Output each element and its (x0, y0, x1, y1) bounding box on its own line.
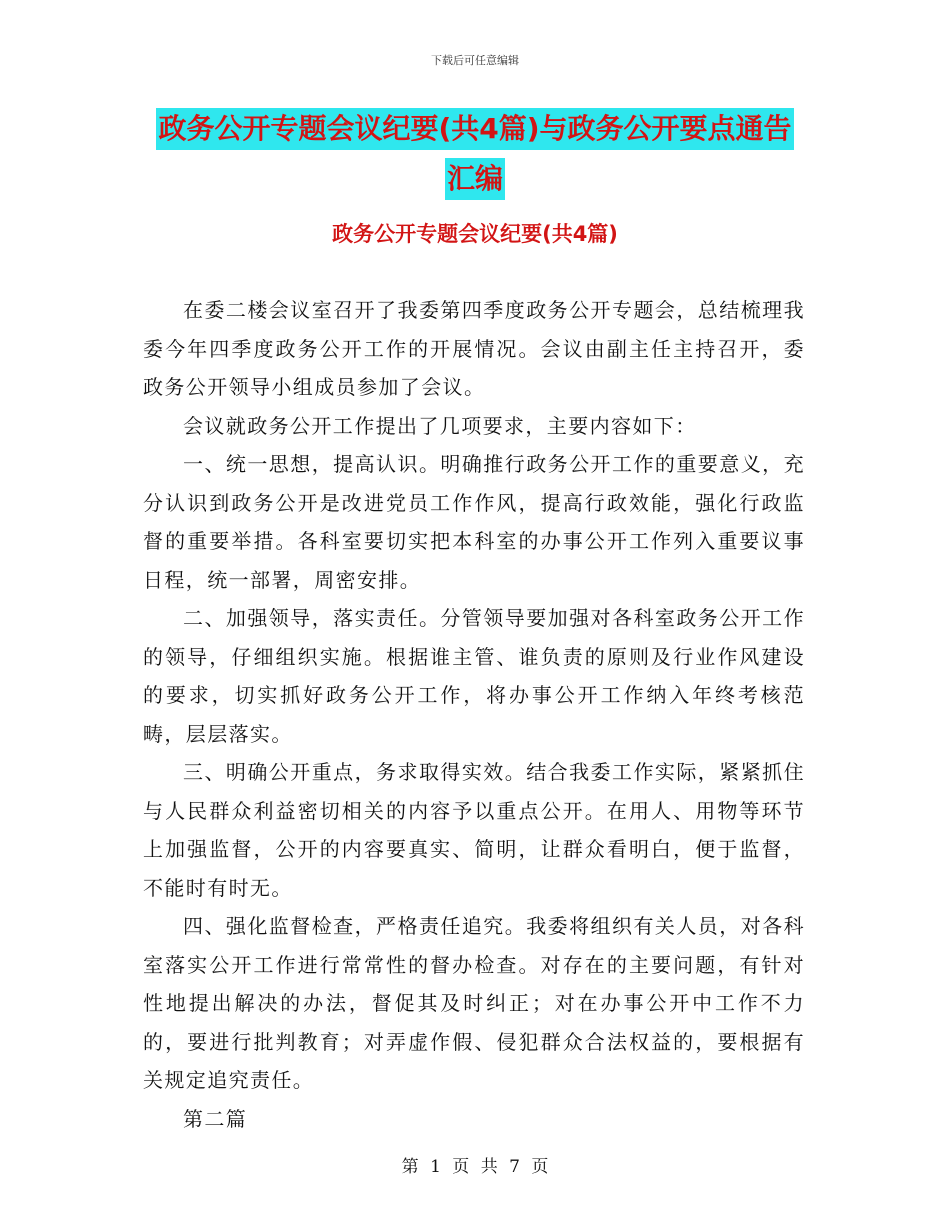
title-line-2: 汇编 (445, 158, 505, 200)
section-heading: 第二篇 (183, 1106, 248, 1131)
section-subtitle: 政务公开专题会议纪要(共4篇) (332, 222, 618, 246)
paragraph: 在委二楼会议室召开了我委第四季度政务公开专题会，总结梳理我委今年四季度政务公开工作的开展情况。会议由副主任主持召开，委政务公开领导小组成员参加了会议。 (143, 298, 805, 399)
title-line-1: 政务公开专题会议纪要(共4篇)与政务公开要点通告 (156, 108, 793, 150)
header-note: 下载后可任意编辑 (431, 54, 519, 67)
page-footer: 第 1 页 共 7 页 (401, 1157, 549, 1177)
paragraph: 三、明确公开重点，务求取得实效。结合我委工作实际，紧紧抓住与人民群众利益密切相关的内容予以重点公开。在用人、用物等环节上加强监督，公开的内容要真实、简明，让群众看明白，便于监督，不能时有时无。 (143, 760, 805, 900)
body-text (143, 291, 805, 1138)
document-title (140, 108, 810, 200)
paragraph: 四、强化监督检查，严格责任追究。我委将组织有关人员，对各科室落实公开工作进行常常性的督办检查。对存在的主要问题，有针对性地提出解决的办法，督促其及时纠正；对在办事公开中工作不力的，要进行批判教育；对弄虚作假、侵犯群众合法权益的，要根据有关规定追究责任。 (143, 914, 805, 1092)
paragraph: 二、加强领导，落实责任。分管领导要加强对各科室政务公开工作的领导，仔细组织实施。根据谁主管、谁负责的原则及行业作风建设的要求，切实抓好政务公开工作，将办事公开工作纳入年终考核范畴，层层落实。 (143, 606, 805, 746)
paragraph: 一、统一思想，提高认识。明确推行政务公开工作的重要意义，充分认识到政务公开是改进党员工作作风，提高行政效能，强化行政监督的重要举措。各科室要切实把本科室的办事公开工作列入重要议事日程，统一部署，周密安排。 (143, 452, 805, 592)
paragraph: 会议就政务公开工作提出了几项要求，主要内容如下： (183, 413, 697, 438)
